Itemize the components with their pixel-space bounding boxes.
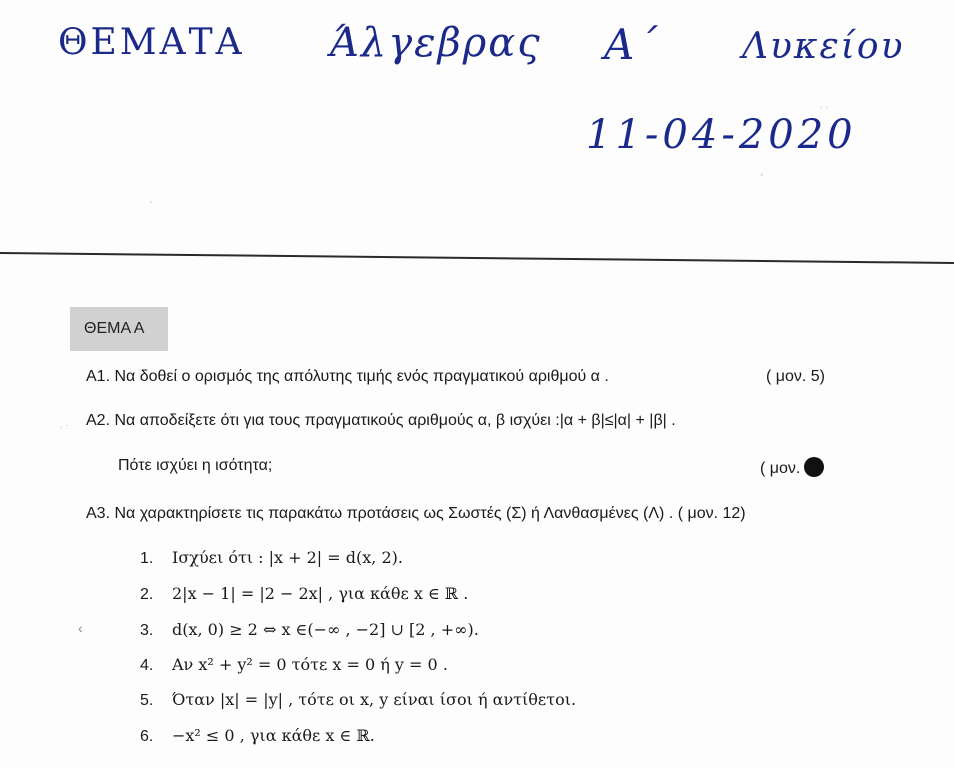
question-a1-marks: ( μον. 5) bbox=[766, 368, 826, 385]
list-item-text: −x² ≤ 0 , για κάθε x ∈ ℝ. bbox=[172, 726, 375, 745]
question-a2: Α2. Να αποδείξετε ότι για τους πραγματικούς αριθμούς α, β ισχύει :|α + β|≤|α| + |β| . bbox=[86, 412, 676, 429]
list-item-text: Αν x² + y² = 0 τότε x = 0 ή y = 0 . bbox=[172, 655, 448, 674]
list-item-number: 5. bbox=[140, 692, 154, 709]
list-item-number: 4. bbox=[140, 657, 154, 674]
section-badge bbox=[70, 307, 168, 351]
list-item-number: 6. bbox=[140, 728, 154, 745]
question-a2-marks-label: ( μον. bbox=[760, 460, 801, 477]
section-badge-label: ΘΕΜΑ Α bbox=[84, 320, 145, 337]
question-a2-marks bbox=[760, 457, 824, 478]
list-item bbox=[140, 655, 448, 675]
question-a1: Α1. Να δοθεί ο ορισμός της απόλυτης τιμής ενός πραγματικού αριθμού α . bbox=[86, 368, 609, 385]
scan-speck: ◦ bbox=[760, 170, 764, 181]
list-item-text: 2|x − 1| = |2 − 2x| , για κάθε x ∈ ℝ . bbox=[172, 584, 469, 603]
list-item-number: 1. bbox=[140, 550, 154, 567]
list-item-number: 2. bbox=[140, 586, 154, 603]
list-item bbox=[140, 726, 375, 746]
question-a3: Α3. Να χαρακτηρίσετε τις παρακάτω προτάσεις ως Σωστές (Σ) ή Λανθασμένες (Λ) . ( μον. 12) bbox=[86, 505, 746, 522]
scan-speck: . · bbox=[60, 420, 69, 431]
list-item-number: 3. bbox=[140, 622, 154, 639]
list-item bbox=[140, 584, 468, 604]
handwritten-subject: Άλγεβρας bbox=[330, 20, 542, 66]
question-a2-followup: Πότε ισχύει η ισότητα; bbox=[118, 457, 273, 474]
ink-scribble bbox=[804, 457, 824, 477]
scan-speck: ' bbox=[150, 200, 152, 211]
scan-speck: ‹ bbox=[78, 620, 83, 636]
list-item-text: Ισχύει ότι : |x + 2| = d(x, 2). bbox=[172, 548, 403, 567]
handwritten-date: 11-04-2020 bbox=[586, 112, 857, 158]
handwritten-class: Λυκείου bbox=[742, 26, 905, 67]
scan-speck: . . bbox=[820, 100, 829, 111]
handwritten-grade: Α΄ bbox=[604, 20, 660, 69]
list-item-text: Όταν |x| = |y| , τότε οι x, y είναι ίσοι ή αντίθετοι. bbox=[172, 690, 577, 709]
list-item bbox=[140, 548, 403, 568]
list-item bbox=[140, 620, 479, 640]
handwritten-title-themata: ΘΕΜΑΤΑ bbox=[58, 22, 245, 63]
list-item bbox=[140, 690, 576, 710]
list-item-text: d(x, 0) ≥ 2 ⇔ x ∈(−∞ , −2] ∪ [2 , +∞). bbox=[172, 620, 479, 639]
divider-line bbox=[0, 252, 954, 264]
